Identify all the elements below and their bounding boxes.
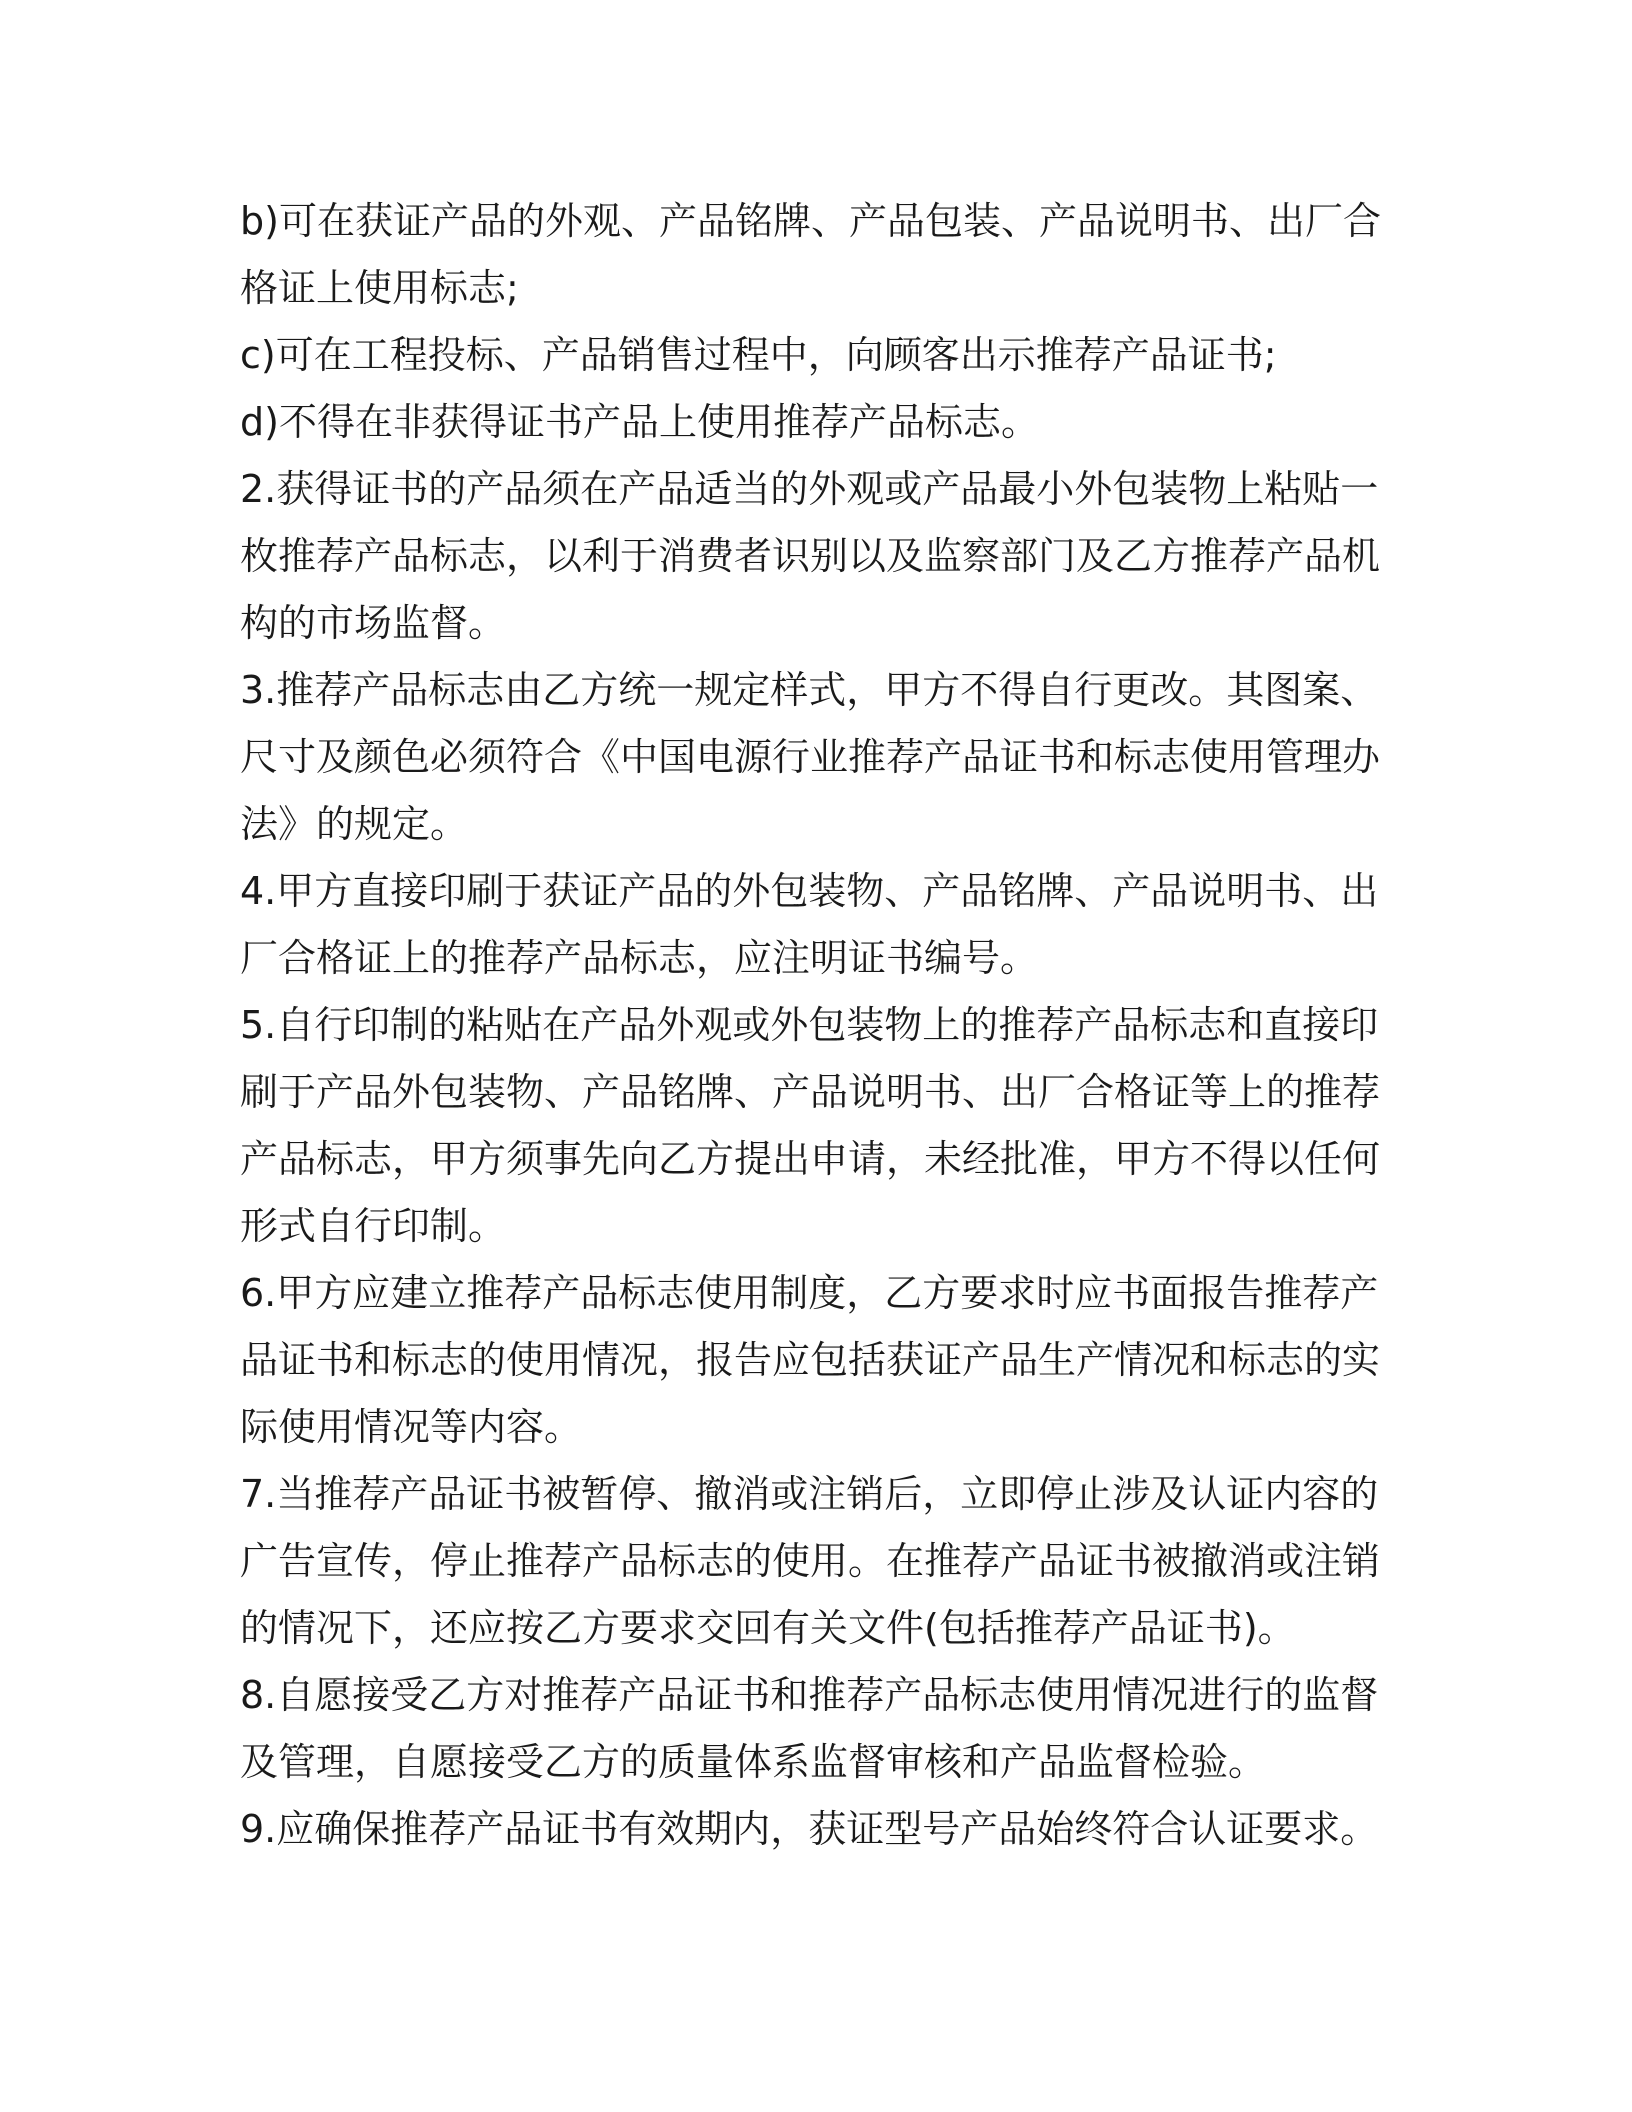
clause-8 — [240, 1662, 1379, 1796]
clause-2 — [240, 456, 1381, 657]
text-line: 3.推荐产品标志由乙方统一规定样式，甲方不得自行更改。其图案、 — [240, 668, 1379, 712]
text-line: 9.应确保推荐产品证书有效期内，获证型号产品始终符合认证要求。 — [240, 1807, 1379, 1851]
text-line: c)可在工程投标、产品销售过程中，向顾客出示推荐产品证书; — [240, 333, 1277, 377]
text-line: 形式自行印制。 — [240, 1204, 507, 1248]
text-line: 品证书和标志的使用情况，报告应包括获证产品生产情况和标志的实 — [240, 1338, 1381, 1382]
clause-b — [240, 188, 1381, 322]
clause-3 — [240, 657, 1381, 858]
clause-4 — [240, 858, 1379, 992]
text-line: 尺寸及颜色必须符合《中国电源行业推荐产品证书和标志使用管理办 — [240, 735, 1381, 779]
text-line: 际使用情况等内容。 — [240, 1405, 583, 1449]
text-line: 格证上使用标志; — [240, 266, 519, 310]
text-line: 产品标志，甲方须事先向乙方提出申请，未经批准，甲方不得以任何 — [240, 1137, 1381, 1181]
text-line: 4.甲方直接印刷于获证产品的外包装物、产品铭牌、产品说明书、出 — [240, 869, 1379, 913]
text-line: 5.自行印制的粘贴在产品外观或外包装物上的推荐产品标志和直接印 — [240, 1003, 1379, 1047]
clause-7 — [240, 1461, 1381, 1662]
text-line: 7.当推荐产品证书被暂停、撤消或注销后，立即停止涉及认证内容的 — [240, 1472, 1379, 1516]
text-line: 2.获得证书的产品须在产品适当的外观或产品最小外包装物上粘贴一 — [240, 467, 1379, 511]
text-line: d)不得在非获得证书产品上使用推荐产品标志。 — [240, 400, 1039, 444]
text-line: 6.甲方应建立推荐产品标志使用制度，乙方要求时应书面报告推荐产 — [240, 1271, 1379, 1315]
text-line: 刷于产品外包装物、产品铭牌、产品说明书、出厂合格证等上的推荐 — [240, 1070, 1381, 1114]
clause-c — [240, 322, 1360, 389]
text-line: 构的市场监督。 — [240, 601, 507, 645]
document-body — [240, 188, 1381, 1863]
text-line: 广告宣传，停止推荐产品标志的使用。在推荐产品证书被撤消或注销 — [240, 1539, 1381, 1583]
text-line: 法》的规定。 — [240, 802, 469, 846]
clause-6 — [240, 1260, 1381, 1461]
clause-5 — [240, 992, 1381, 1260]
text-line: b)可在获证产品的外观、产品铭牌、产品包装、产品说明书、出厂合 — [240, 199, 1381, 243]
text-line: 枚推荐产品标志，以利于消费者识别以及监察部门及乙方推荐产品机 — [240, 534, 1381, 578]
text-line: 的情况下，还应按乙方要求交回有关文件(包括推荐产品证书)。 — [240, 1606, 1296, 1650]
text-line: 8.自愿接受乙方对推荐产品证书和推荐产品标志使用情况进行的监督 — [240, 1673, 1379, 1717]
text-line: 及管理，自愿接受乙方的质量体系监督审核和产品监督检验。 — [240, 1740, 1267, 1784]
clause-9 — [240, 1796, 1379, 1863]
text-line: 厂合格证上的推荐产品标志，应注明证书编号。 — [240, 936, 1039, 980]
clause-d — [240, 389, 1360, 456]
